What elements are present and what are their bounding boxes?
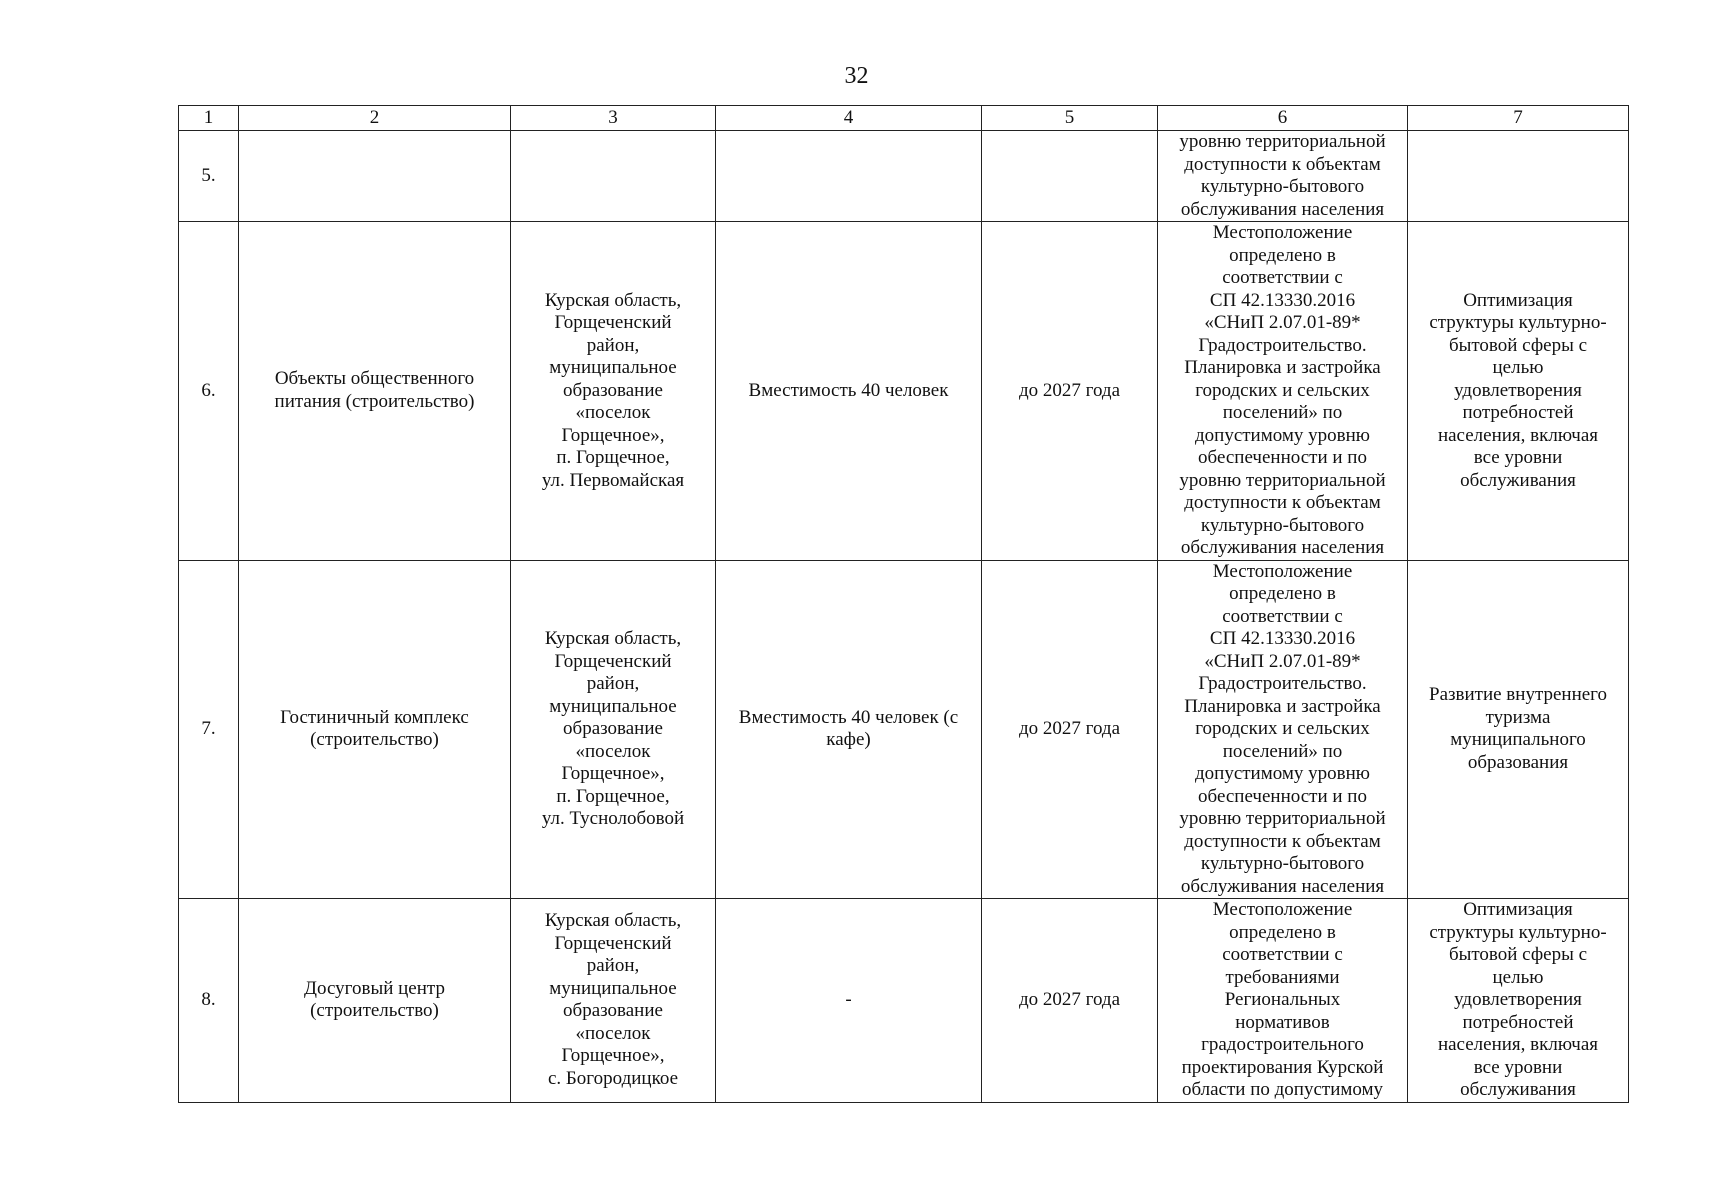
column-number: 1 <box>179 106 239 131</box>
column-number: 7 <box>1408 106 1629 131</box>
object-goal: Развитие внутреннего туризма муниципального образования <box>1408 560 1629 899</box>
object-deadline: до 2027 года <box>982 560 1158 899</box>
table-row <box>179 560 1629 899</box>
object-capacity: Вместимость 40 человек (с кафе) <box>716 560 982 899</box>
object-name: Гостиничный комплекс (строительство) <box>239 560 511 899</box>
row-number: 7. <box>179 560 239 899</box>
location-basis: Местоположение определено в соответствии с СП 42.13330.2016 «СНиП 2.07.01-89* Градостроительство. Планировка и застройка городских и сельских поселений» по допустимому уровню обеспеченности и по уровню территориальной доступности к объектам культурно-бытового обслуживания населения <box>1158 560 1408 899</box>
object-capacity: - <box>716 899 982 1103</box>
column-number: 3 <box>511 106 716 131</box>
column-number: 5 <box>982 106 1158 131</box>
location-basis: Местоположение определено в соответствии с СП 42.13330.2016 «СНиП 2.07.01-89* Градостроительство. Планировка и застройка городских и сельских поселений» по допустимому уровню обеспеченности и по уровню территориальной доступности к объектам культурно-бытового обслуживания населения <box>1158 222 1408 561</box>
object-deadline: до 2027 года <box>982 899 1158 1103</box>
row-number: 5. <box>179 131 239 222</box>
planning-table <box>178 105 1629 1103</box>
table-row <box>179 899 1629 1103</box>
column-number: 6 <box>1158 106 1408 131</box>
object-capacity <box>716 131 982 222</box>
row-number: 6. <box>179 222 239 561</box>
page-number: 32 <box>844 63 869 89</box>
location-basis: Местоположение определено в соответствии с требованиями Региональных нормативов градостроительного проектирования Курской области по допустимому <box>1158 899 1408 1103</box>
column-number-row <box>179 106 1629 131</box>
object-location: Курская область, Горщеченский район, муниципальное образование «поселок Горщечное», п. Горщечное, ул. Первомайская <box>511 222 716 561</box>
object-goal <box>1408 131 1629 222</box>
object-deadline: до 2027 года <box>982 222 1158 561</box>
object-capacity: Вместимость 40 человек <box>716 222 982 561</box>
table-row <box>179 222 1629 561</box>
object-name: Объекты общественного питания (строительство) <box>239 222 511 561</box>
object-name <box>239 131 511 222</box>
object-goal: Оптимизация структуры культурно- бытовой сферы с целью удовлетворения потребностей населения, включая все уровни обслуживания <box>1408 222 1629 561</box>
object-name: Досуговый центр (строительство) <box>239 899 511 1103</box>
object-location: Курская область, Горщеченский район, муниципальное образование «поселок Горщечное», с. Богородицкое <box>511 899 716 1103</box>
table-row <box>179 131 1629 222</box>
object-deadline <box>982 131 1158 222</box>
object-location: Курская область, Горщеченский район, муниципальное образование «поселок Горщечное», п. Горщечное, ул. Туснолобовой <box>511 560 716 899</box>
column-number: 2 <box>239 106 511 131</box>
location-basis: уровню территориальной доступности к объектам культурно-бытового обслуживания населения <box>1158 131 1408 222</box>
column-number: 4 <box>716 106 982 131</box>
object-location <box>511 131 716 222</box>
object-goal: Оптимизация структуры культурно- бытовой сферы с целью удовлетворения потребностей населения, включая все уровни обслуживания <box>1408 899 1629 1103</box>
row-number: 8. <box>179 899 239 1103</box>
